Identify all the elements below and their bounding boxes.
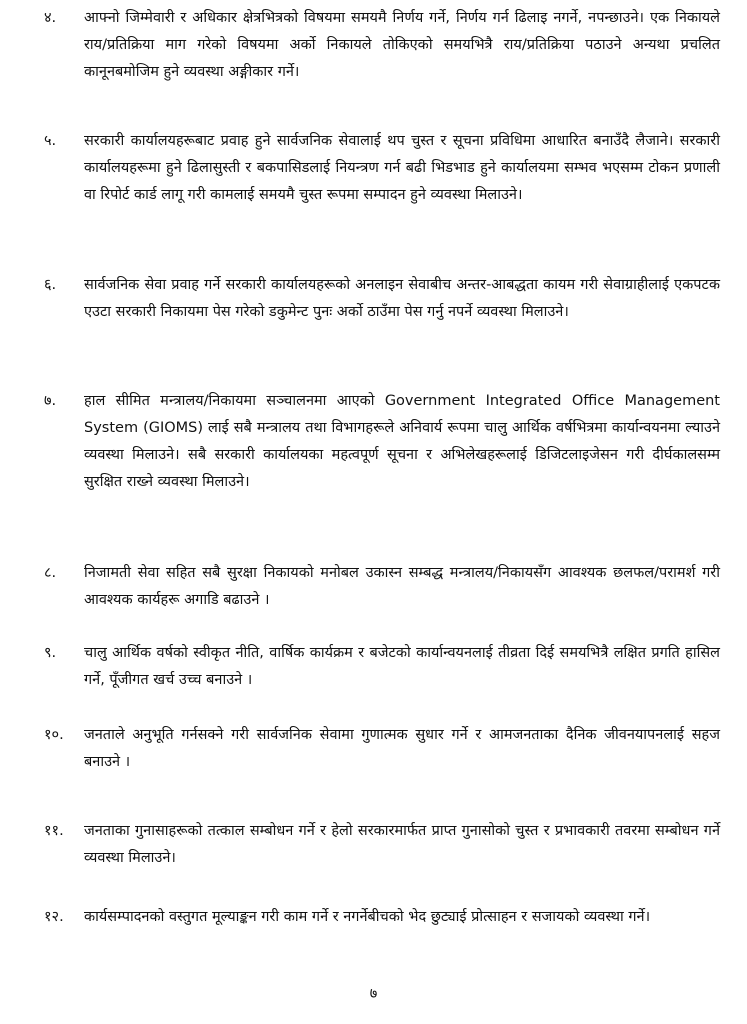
list-item [44,128,720,209]
list-item [44,640,720,694]
list-item [44,272,720,326]
item-text: निजामती सेवा सहित सबै सुरक्षा निकायको मनोबल उकास्न सम्बद्ध मन्त्रालय/निकायसँग आवश्यक छलफल/परामर्श गरी आवश्यक कार्यहरू अगाडि बढाउने । [84,565,720,608]
item-text: चालु आर्थिक वर्षको स्वीकृत नीति, वार्षिक कार्यक्रम र बजेटको कार्यान्वयनलाई तीव्रता दिई समयभित्रै लक्षित प्रगति हासिल गर्ने, पूँजीगत खर्च उच्च बनाउने । [84,645,720,688]
item-text: हाल सीमित मन्त्रालय/निकायमा सञ्चालनमा आएको Government Integrated Office Management System (GIOMS) लाई सबै मन्त्रालय तथा विभागहरूले अनिवार्य रूपमा चालु आर्थिक वर्षभित्रमा कार्यान्वयनमा ल्याउने व्यवस्था मिलाउने। सबै सरकारी कार्यालयका महत्वपूर्ण सूचना र अभिलेखहरूलाई डिजिटलाइजेसन गरी दीर्घकालसम्म सुरक्षित राख्ने व्यवस्था मिलाउने। [84,393,720,490]
list-item [44,904,720,931]
item-number: ७. [44,393,57,409]
item-number: १२. [44,909,64,925]
list-item [44,560,720,614]
item-text: जनताका गुनासाहरूको तत्काल सम्बोधन गर्ने र हेलो सरकारमार्फत प्राप्त गुनासोको चुस्त र प्रभावकारी तवरमा सम्बोधन गर्ने व्यवस्था मिलाउने। [84,823,720,866]
item-number: ५. [44,133,57,149]
item-text: आफ्नो जिम्मेवारी र अधिकार क्षेत्रभित्रको विषयमा समयमै निर्णय गर्ने, निर्णय गर्न ढिलाइ नगर्ने, नपन्छाउने। एक निकायले राय/प्रतिक्रिया माग गरेको विषयमा अर्को निकायले तोकिएको समयभित्रै राय/प्रतिक्रिया पठाउने अन्यथा प्रचलित कानूनबमोजिम हुने व्यवस्था अङ्गीकार गर्ने। [84,10,720,80]
item-number: १०. [44,727,64,743]
item-text: जनताले अनुभूति गर्नसक्ने गरी सार्वजनिक सेवामा गुणात्मक सुधार गर्ने र आमजनताका दैनिक जीवनयापनलाई सहज बनाउने । [84,727,720,770]
item-text: सरकारी कार्यालयहरूबाट प्रवाह हुने सार्वजनिक सेवालाई थप चुस्त र सूचना प्रविधिमा आधारित बनाउँदै लैजाने। सरकारी कार्यालयहरूमा हुने ढिलासुस्ती र बकपासिडलाई नियन्त्रण गर्न बढी भिडभाड हुने कार्यालयमा सम्भव भएसम्म टोकन प्रणाली वा रिपोर्ट कार्ड लागू गरी कामलाई समयमै चुस्त रूपमा सम्पादन हुने व्यवस्था मिलाउने। [84,133,720,203]
item-number: ९. [44,645,57,661]
item-number: ११. [44,823,64,839]
page-number: ७ [369,986,378,1002]
item-number: ६. [44,277,57,293]
list-item [44,722,720,776]
list-item [44,388,720,496]
item-number: ८. [44,565,57,581]
list-item [44,818,720,872]
item-text: कार्यसम्पादनको वस्तुगत मूल्याङ्कन गरी काम गर्ने र नगर्नेबीचको भेद छुट्याई प्रोत्साहन र सजायको व्यवस्था गर्ने। [84,909,651,925]
item-number: ४. [44,10,57,26]
list-item [44,5,720,86]
item-text: सार्वजनिक सेवा प्रवाह गर्ने सरकारी कार्यालयहरूको अनलाइन सेवाबीच अन्तर-आबद्धता कायम गरी सेवाग्राहीलाई एकपटक एउटा सरकारी निकायमा पेस गरेको डकुमेन्ट पुनः अर्को ठाउँमा पेस गर्नु नपर्ने व्यवस्था मिलाउने। [84,277,720,320]
